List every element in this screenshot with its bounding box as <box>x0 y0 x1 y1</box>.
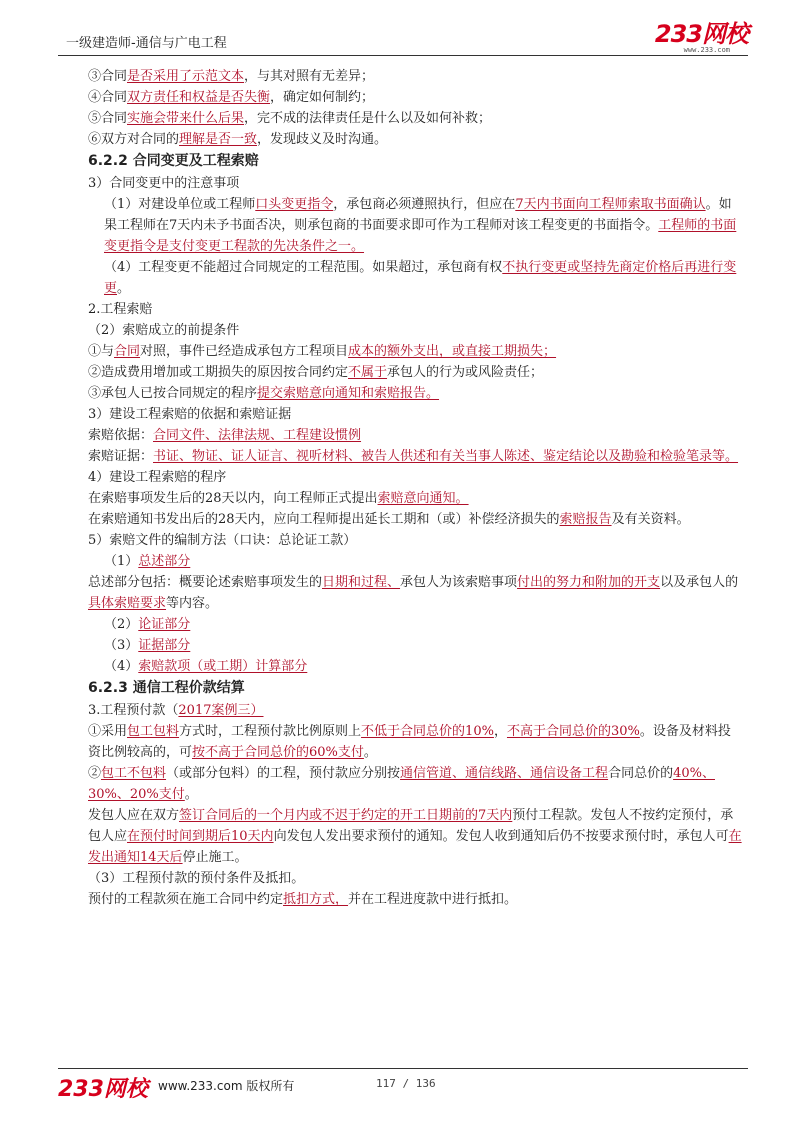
text-line: ③承包人已按合同规定的程序提交索赔意向通知和索赔报告。 <box>88 386 440 401</box>
text-line: ①与合同对照，事件已经造成承包方工程项目成本的额外支出，或直接工期损失； <box>88 344 557 359</box>
section-heading: 6.2.2 合同变更及工程索赔 <box>88 153 259 169</box>
paragraph: 发包人应在双方签订合同后的一个月内或不迟于约定的开工日期前的7天内预付工程款。发包人不按约定预付，承包人应在预付时间到期后10天内向发包人发出要求预付的通知。发包人收到通知后仍不按要求预付时，承包人可在发出通知14天后停止施工。 <box>88 808 742 865</box>
text-line: ③合同是否采用了示范文本，与其对照有无差异； <box>88 69 375 84</box>
text-line: （1）总述部分 <box>104 554 191 569</box>
text-line: 3）合同变更中的注意事项 <box>88 176 240 191</box>
text-line: （4）索赔款项（或工期）计算部分 <box>104 659 308 674</box>
page-number: 117 / 136 <box>376 1077 436 1090</box>
brand-logo-url: www.233.com <box>683 46 730 54</box>
text-line: ⑥双方对合同的理解是否一致，发现歧义及时沟通。 <box>88 132 388 147</box>
paragraph: （4）工程变更不能超过合同规定的工程范围。如果超过，承包商有权不执行变更或坚持先商定价格后再进行变更。 <box>104 260 737 296</box>
paragraph: ①采用包工包料方式时，工程预付款比例原则上不低于合同总价的10%，不高于合同总价的30%。设备及材料投资比例较高的，可按不高于合同总价的60%支付。 <box>88 724 731 760</box>
footer-copyright: www.233.com 版权所有 <box>158 1079 295 1093</box>
text-line: 索赔依据：合同文件、法律法规、工程建设惯例 <box>88 428 362 443</box>
page-footer <box>58 1072 748 1102</box>
section-heading: 6.2.3 通信工程价款结算 <box>88 680 245 696</box>
text-line: 2.工程索赔 <box>88 302 153 317</box>
document-title: 一级建造师-通信与广电工程 <box>66 36 227 51</box>
page-content <box>62 66 742 910</box>
text-line: 预付的工程款须在施工合同中约定抵扣方式，并在工程进度款中进行抵扣。 <box>88 892 518 907</box>
text-line: （2）索赔成立的前提条件 <box>88 323 240 338</box>
text-line: 在索赔事项发生后的28天以内，向工程师正式提出索赔意向通知。 <box>88 491 469 506</box>
text-line: （2）论证部分 <box>104 617 191 632</box>
brand-logo: 233网校 <box>654 20 748 48</box>
text-line: 3）建设工程索赔的依据和索赔证据 <box>88 407 292 422</box>
paragraph: （1）对建设单位或工程师口头变更指令，承包商必须遵照执行，但应在7天内书面向工程师索取书面确认。如果工程师在7天内未予书面否决，则承包商的书面要求即可作为工程师对该工程变更的书面指令。工程师的书面变更指令是支付变更工程款的先决条件之一。 <box>104 197 737 254</box>
text-line: （3）证据部分 <box>104 638 191 653</box>
text-line: 5）索赔文件的编制方法（口诀：总论证工款） <box>88 533 357 548</box>
text-line: ②造成费用增加或工期损失的原因按合同约定不属于承包人的行为或风险责任； <box>88 365 544 380</box>
paragraph: 索赔证据：书证、物证、证人证言、视听材料、被告人供述和有关当事人陈述、鉴定结论以及勘验和检验笔录等。 <box>88 449 739 464</box>
paragraph: ②包工不包料（或部分包料）的工程，预付款应分别按通信管道、通信线路、通信设备工程合同总价的40%、30%、20%支付。 <box>88 766 715 802</box>
text-line: 4）建设工程索赔的程序 <box>88 470 227 485</box>
text-line: （3）工程预付款的预付条件及抵扣。 <box>88 871 305 886</box>
text-line: 3.工程预付款（2017案例三） <box>88 703 264 718</box>
page-header <box>58 22 748 56</box>
paragraph: 在索赔通知书发出后的28天内，应向工程师提出延长工期和（或）补偿经济损失的索赔报告及有关资料。 <box>88 512 690 527</box>
footer-logo: 233网校 <box>58 1077 148 1102</box>
text-line: ④合同双方责任和权益是否失衡，确定如何制约； <box>88 90 375 105</box>
header-divider <box>58 55 748 56</box>
paragraph: 总述部分包括：概要论述索赔事项发生的日期和过程、承包人为该索赔事项付出的努力和附加的开支以及承包人的具体索赔要求等内容。 <box>88 575 739 611</box>
footer-divider <box>58 1068 748 1069</box>
text-line: ⑤合同实施会带来什么后果，完不成的法律责任是什么以及如何补救； <box>88 111 492 126</box>
